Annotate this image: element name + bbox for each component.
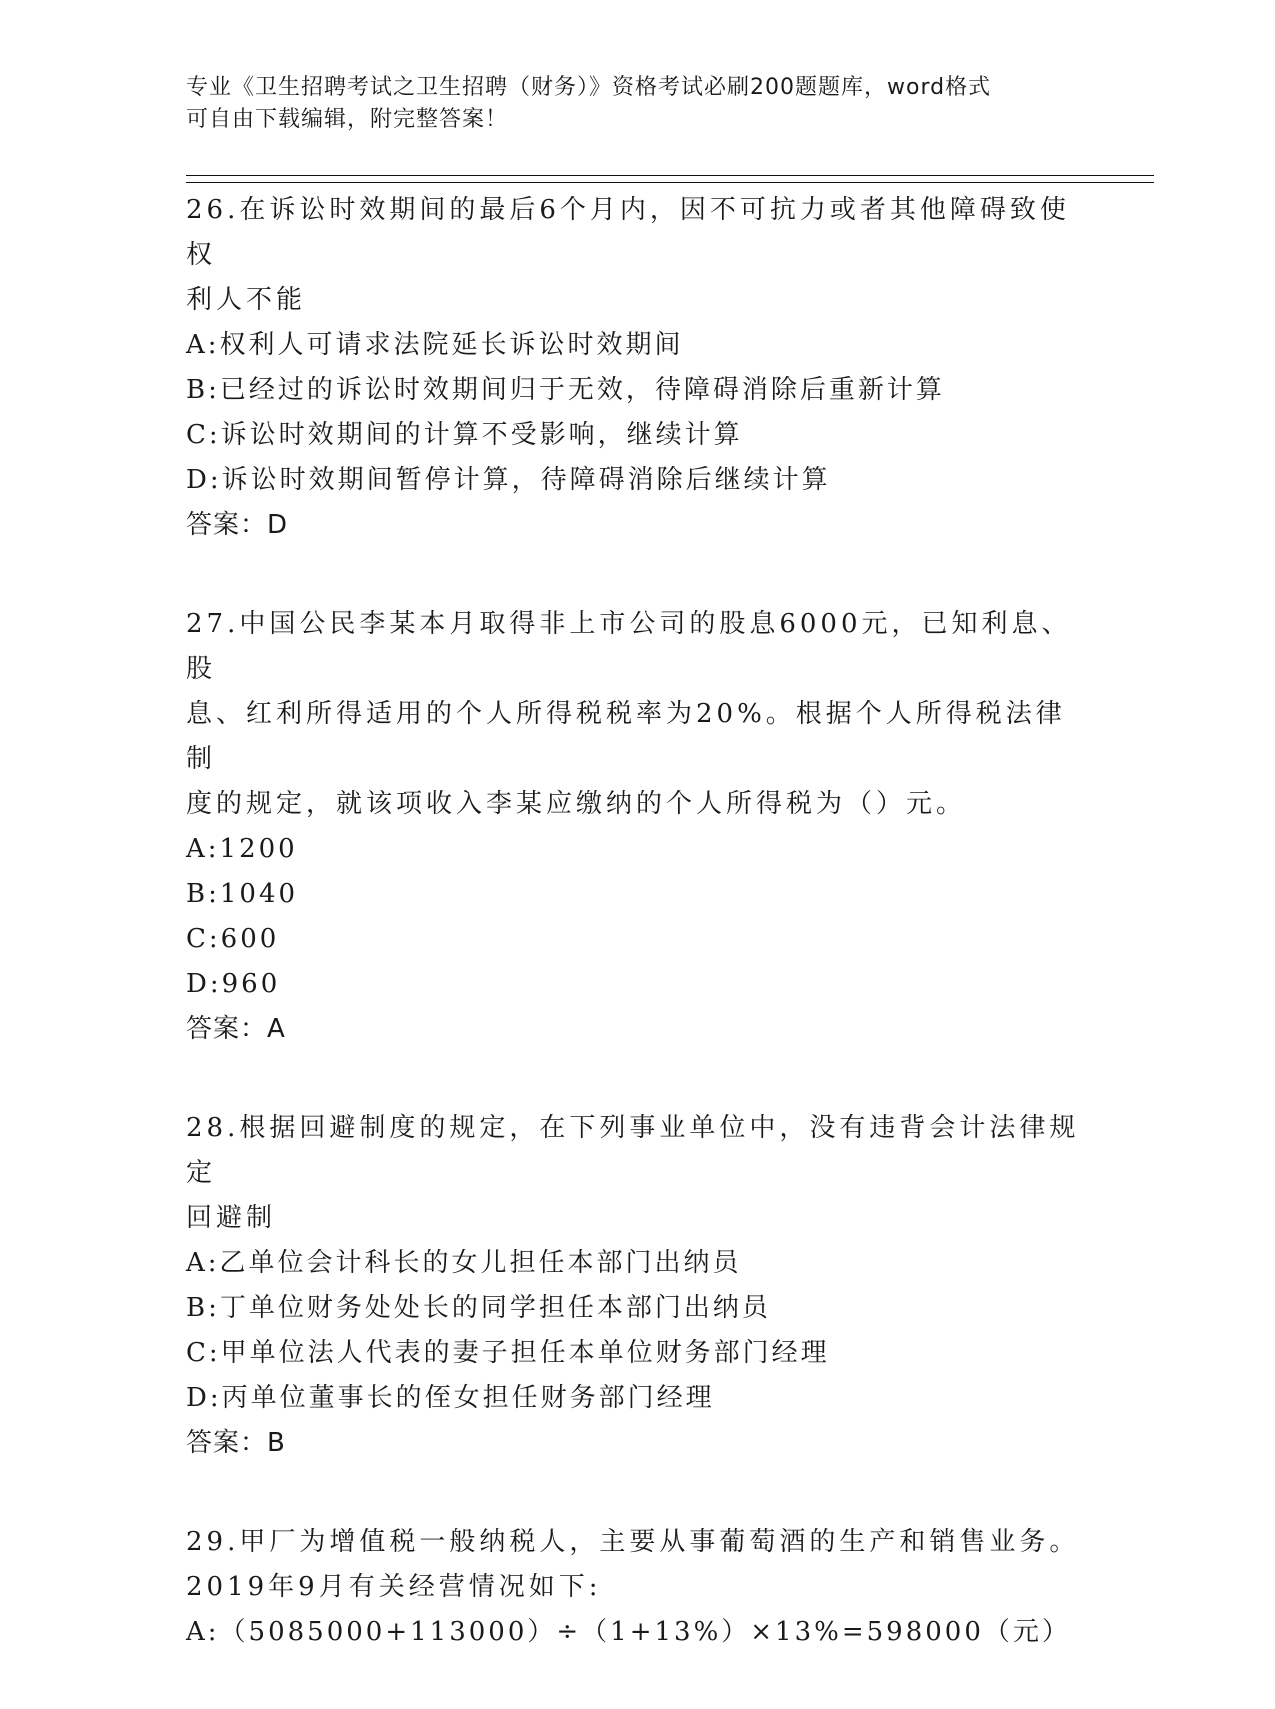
header-divider-top bbox=[186, 175, 1154, 176]
option-d: D:960 bbox=[186, 969, 281, 999]
option-c: C:600 bbox=[186, 924, 280, 954]
answer: 答案：D bbox=[186, 510, 289, 540]
option-a: A:（5085000+113000）÷（1+13%）×13%=598000（元） bbox=[186, 1617, 1071, 1647]
option-b: B:丁单位财务处处长的同学担任本部门出纳员 bbox=[186, 1293, 771, 1323]
question-27 bbox=[186, 602, 1086, 1052]
question-stem: 度的规定，就该项收入李某应缴纳的个人所得税为（）元。 bbox=[186, 789, 967, 819]
option-a: A:1200 bbox=[186, 834, 298, 864]
answer: 答案：B bbox=[186, 1428, 286, 1458]
question-stem: 2019年9月有关经营情况如下: bbox=[186, 1572, 602, 1602]
option-b: B:1040 bbox=[186, 879, 299, 909]
option-d: D:诉讼时效期间暂停计算，待障碍消除后继续计算 bbox=[186, 465, 831, 495]
question-stem: 29.甲厂为增值税一般纳税人，主要从事葡萄酒的生产和销售业务。 bbox=[186, 1527, 1080, 1557]
option-b: B:已经过的诉讼时效期间归于无效，待障碍消除后重新计算 bbox=[186, 375, 945, 405]
question-stem: 利人不能 bbox=[186, 285, 307, 315]
question-26 bbox=[186, 188, 1086, 548]
question-stem: 回避制 bbox=[186, 1203, 277, 1233]
document-header bbox=[186, 72, 1066, 136]
answer: 答案：A bbox=[186, 1014, 286, 1044]
option-a: A:权利人可请求法院延长诉讼时效期间 bbox=[186, 330, 684, 360]
option-c: C:诉讼时效期间的计算不受影响，继续计算 bbox=[186, 420, 743, 450]
header-line-2: 可自由下载编辑，附完整答案！ bbox=[186, 107, 509, 132]
option-c: C:甲单位法人代表的妻子担任本单位财务部门经理 bbox=[186, 1338, 830, 1368]
option-d: D:丙单位董事长的侄女担任财务部门经理 bbox=[186, 1383, 715, 1413]
question-stem: 26.在诉讼时效期间的最后6个月内，因不可抗力或者其他障碍致使权 bbox=[186, 195, 1070, 270]
question-stem: 息、红利所得适用的个人所得税税率为20%。根据个人所得税法律制 bbox=[186, 699, 1066, 774]
option-a: A:乙单位会计科长的女儿担任本部门出纳员 bbox=[186, 1248, 742, 1278]
question-list bbox=[186, 188, 1086, 1709]
question-stem: 27.中国公民李某本月取得非上市公司的股息6000元，已知利息、股 bbox=[186, 609, 1072, 684]
header-line-1: 专业《卫生招聘考试之卫生招聘（财务）》资格考试必刷200题题库，word格式 bbox=[186, 75, 992, 100]
header-divider-bottom bbox=[186, 182, 1154, 183]
question-stem: 28.根据回避制度的规定，在下列事业单位中，没有违背会计法律规定 bbox=[186, 1113, 1080, 1188]
question-29 bbox=[186, 1520, 1086, 1655]
question-28 bbox=[186, 1106, 1086, 1466]
